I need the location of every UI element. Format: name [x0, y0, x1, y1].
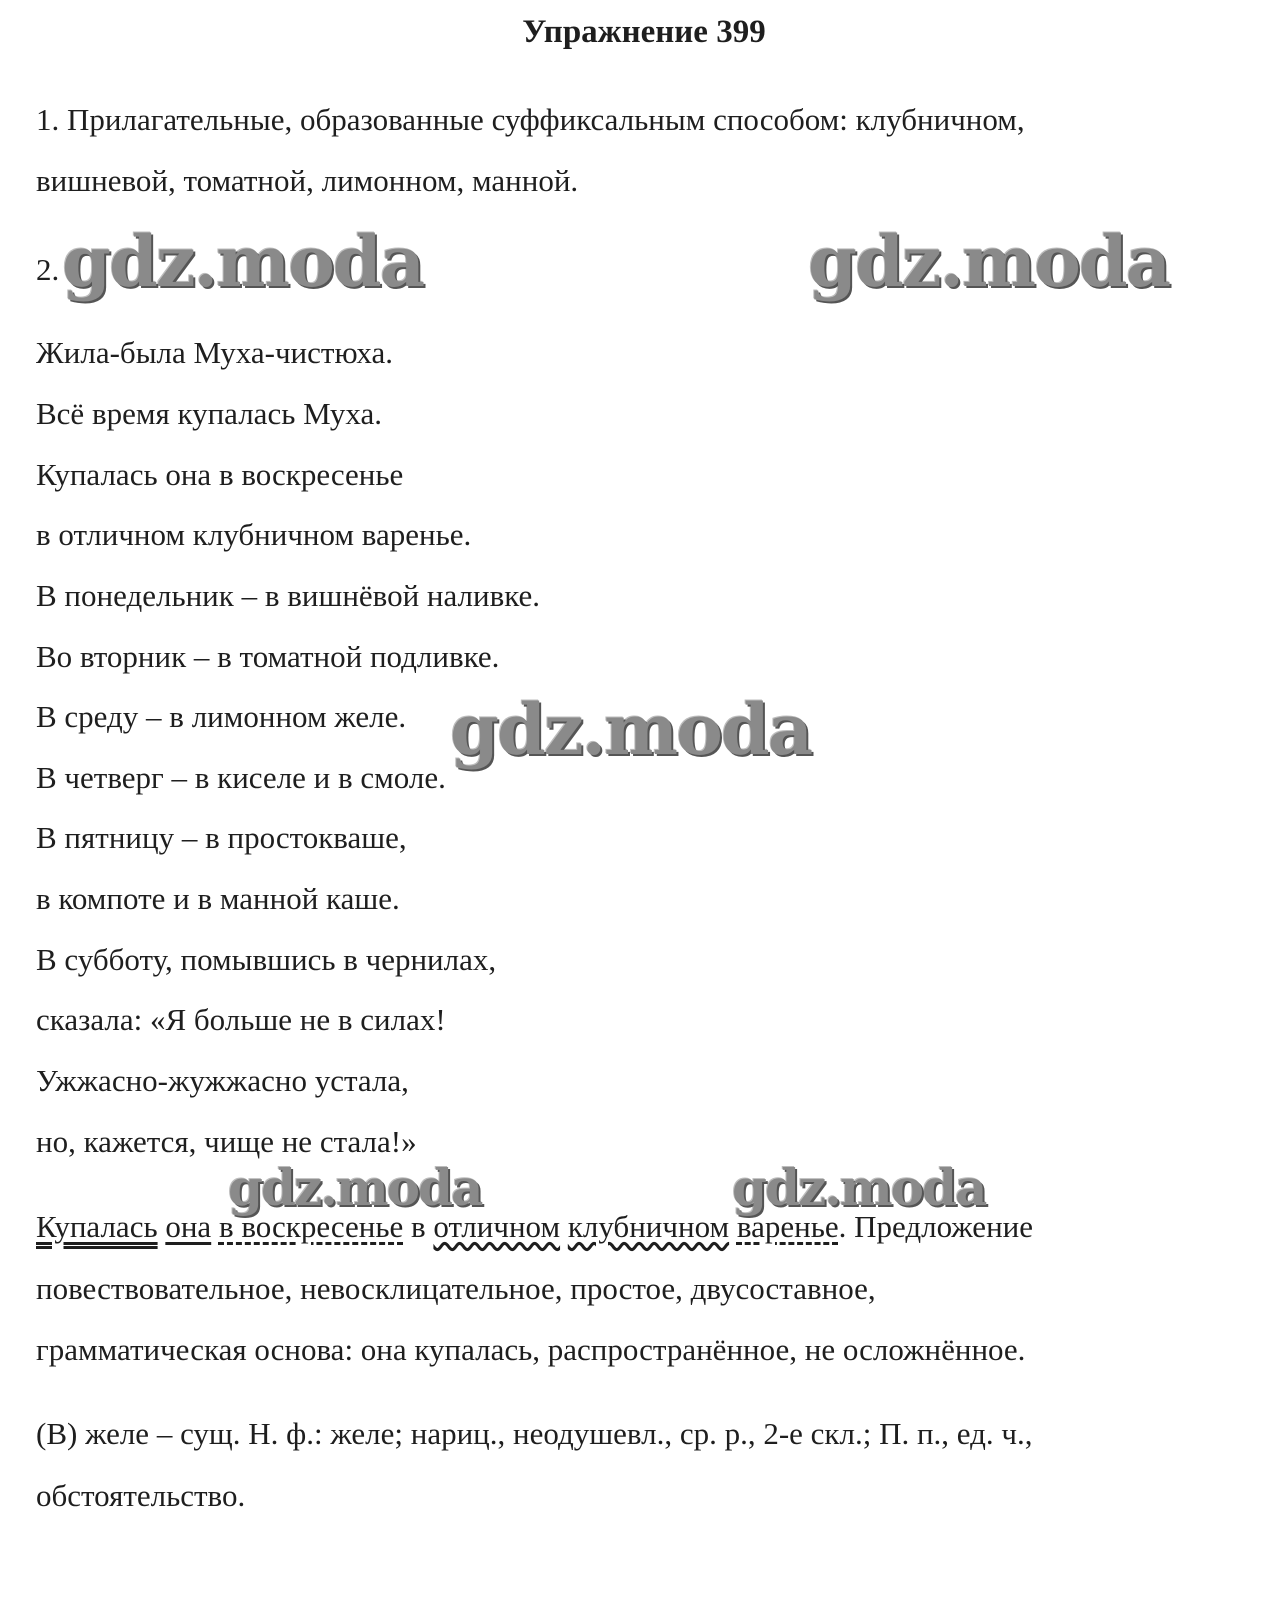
poem-line: Купалась она в воскресенье [36, 457, 404, 492]
analysis-line2: повествовательное, невосклицательное, простое, двусоставное, [36, 1271, 876, 1306]
predicate: Купалась [36, 1209, 158, 1244]
poem-line: в отличном клубничном варенье. [36, 517, 472, 552]
preposition: в [411, 1209, 426, 1244]
watermark: gdz.moda [732, 1158, 986, 1217]
poem-line: В четверг – в киселе и в смоле. [36, 760, 446, 795]
exercise-title: Упражнение 399 [522, 14, 766, 50]
watermark: gdz.moda [450, 688, 812, 771]
poem-line: Ужжасно-жужжасно устала, [36, 1063, 409, 1098]
poem-line: Всё время купалась Муха. [36, 396, 382, 431]
poem-line: Жила-была Муха-чистюха. [36, 335, 393, 370]
part1-line2: вишневой, томатной, лимонном, манной. [36, 163, 579, 198]
poem-line: В субботу, помывшись в чернилах, [36, 942, 497, 977]
part2-label: 2. [36, 252, 60, 287]
analysis-rest: . Предложение [838, 1209, 1034, 1244]
watermark: gdz.moda [228, 1158, 482, 1217]
subject: она [165, 1209, 212, 1244]
watermark: gdz.moda [808, 220, 1170, 303]
watermark: gdz.moda [62, 220, 424, 303]
attribute: клубничном [567, 1209, 730, 1244]
analysis-line3: грамматическая основа: она купалась, распространённое, не осложнённое. [36, 1332, 1026, 1367]
parse-line2: обстоятельство. [36, 1478, 246, 1513]
poem-line: но, кажется, чище не стала!» [36, 1124, 417, 1159]
attribute: отличном [433, 1209, 561, 1244]
poem-line: сказала: «Я больше не в силах! [36, 1002, 446, 1037]
adverbial: в воскресенье [218, 1209, 404, 1244]
poem-line: в компоте и в манной каше. [36, 881, 400, 916]
poem-line: В среду – в лимонном желе. [36, 699, 407, 734]
poem-line: В понедельник – в вишнёвой наливке. [36, 578, 541, 613]
part1-line1: 1. Прилагательные, образованные суффиксальным способом: клубничном, [36, 102, 1025, 137]
parse-line1: (В) желе – сущ. Н. ф.: желе; нариц., неодушевл., ср. р., 2-е скл.; П. п., ед. ч., [36, 1416, 1033, 1451]
poem-line: В пятницу – в простокваше, [36, 820, 407, 855]
adverbial: варенье [736, 1209, 839, 1244]
poem-line: Во вторник – в томатной подливке. [36, 639, 500, 674]
